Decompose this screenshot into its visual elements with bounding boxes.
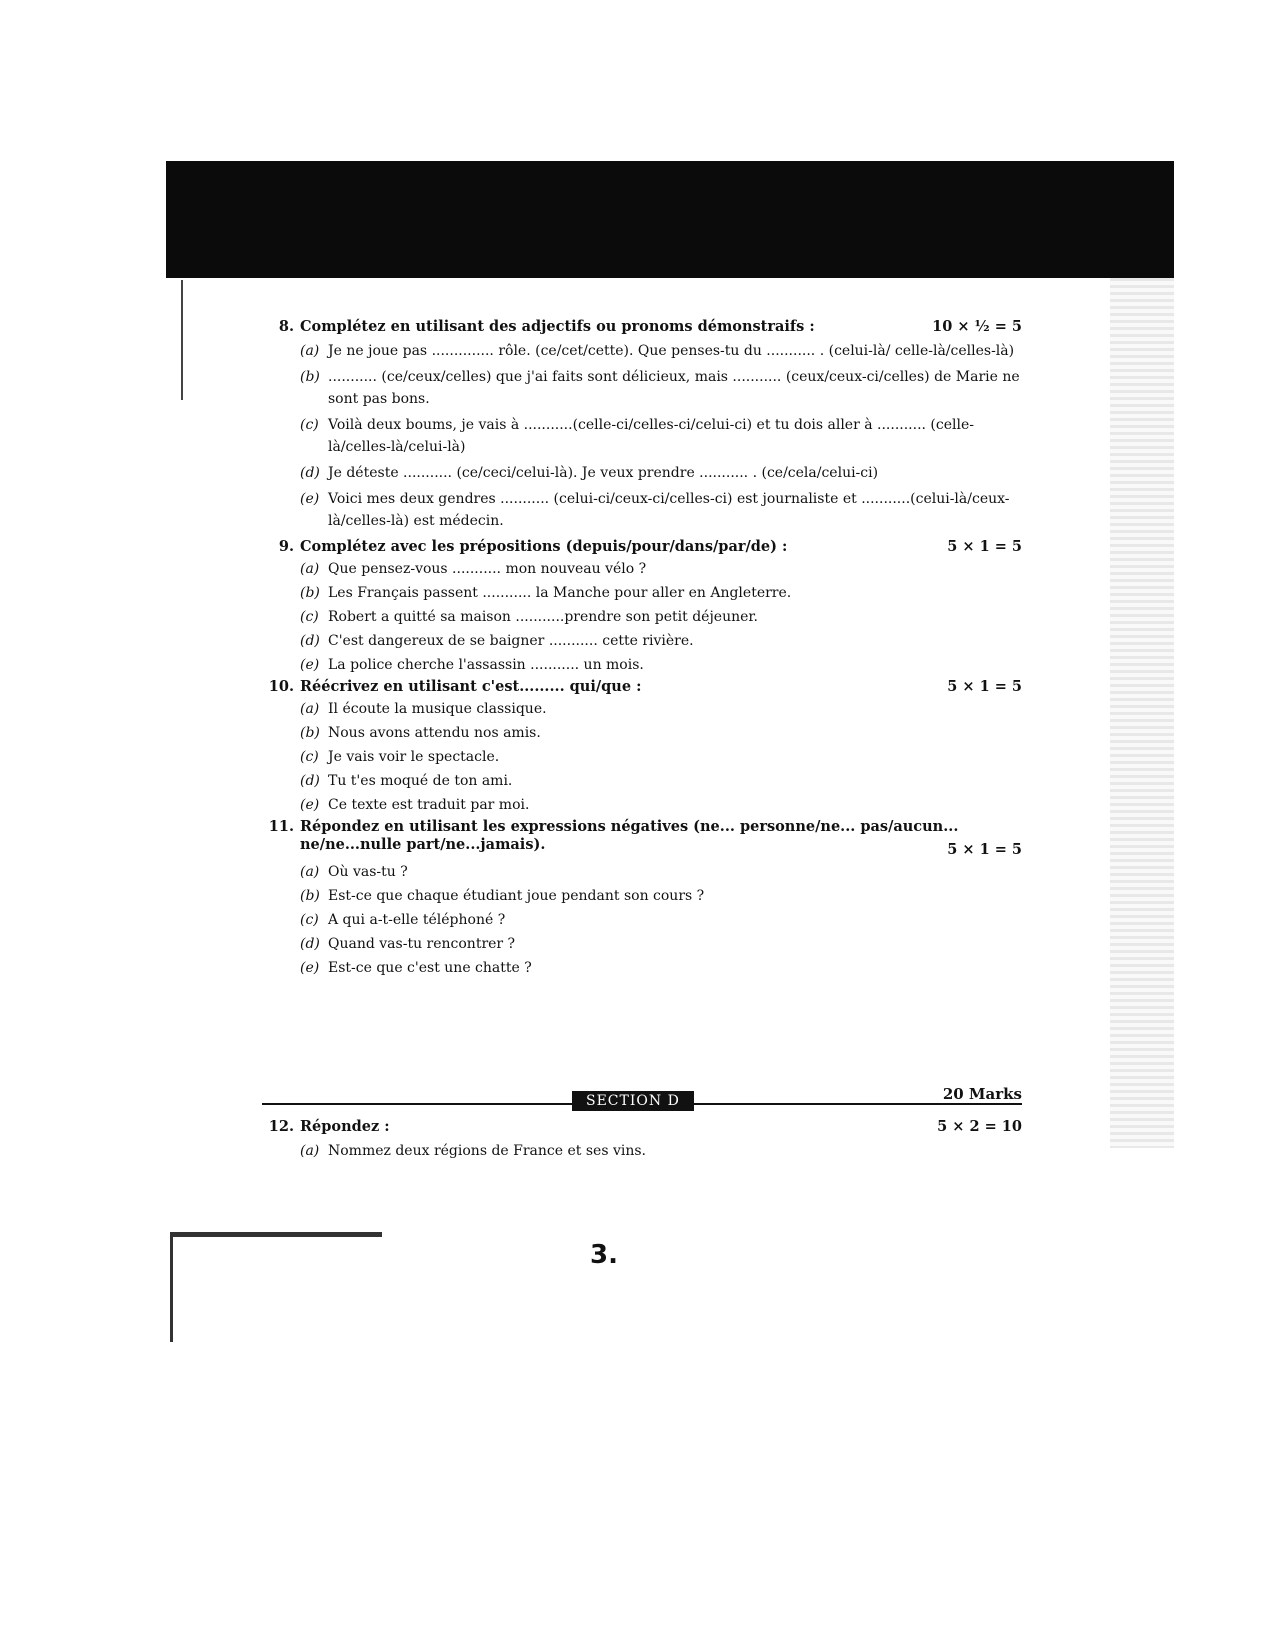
list-item <box>300 488 1022 532</box>
item-text: Nommez deux régions de France et ses vins. <box>328 1143 646 1159</box>
question-11-header <box>262 818 1022 836</box>
list-item <box>300 722 1022 744</box>
page-number: 3. <box>590 1240 618 1270</box>
question-marks: 5 × 2 = 10 <box>937 1118 1022 1135</box>
list-item <box>300 558 1022 580</box>
item-label: (b) <box>300 725 320 741</box>
item-label: (c) <box>300 749 319 765</box>
list-item <box>300 746 1022 768</box>
item-text: Voici mes deux gendres ........... (celui-ci/ceux-ci/celles-ci) est journaliste et ...........(celui-là/ceux-là/celles-là) est médecin. <box>328 491 1010 529</box>
question-number: 12. <box>268 1118 294 1135</box>
section-marks: 20 Marks <box>942 1085 1022 1103</box>
list-item <box>300 933 1022 955</box>
item-text: ........... (ce/ceux/celles) que j'ai faits sont délicieux, mais ........... (ceux/ceux-ci/celles) de Marie ne sont pas bons. <box>328 369 1020 407</box>
list-item <box>300 654 1022 676</box>
questions-block <box>262 318 1022 981</box>
scan-edge-left <box>181 280 183 400</box>
list-item <box>300 582 1022 604</box>
list-item <box>300 414 1022 458</box>
item-label: (c) <box>300 912 319 928</box>
item-label: (e) <box>300 797 320 813</box>
question-11-header-line2 <box>262 836 1022 859</box>
item-label: (e) <box>300 491 320 507</box>
question-10 <box>262 678 1022 816</box>
item-label: (a) <box>300 561 320 577</box>
list-item <box>300 909 1022 931</box>
item-text: Quand vas-tu rencontrer ? <box>328 936 516 952</box>
item-label: (d) <box>300 633 320 649</box>
question-title: Répondez : <box>300 1118 390 1135</box>
item-label: (e) <box>300 960 320 976</box>
item-text: Est-ce que c'est une chatte ? <box>328 960 532 976</box>
item-label: (a) <box>300 343 320 359</box>
list-item <box>300 957 1022 979</box>
item-text: Où vas-tu ? <box>328 864 408 880</box>
item-text: C'est dangereux de se baigner ........... cette rivière. <box>328 633 694 649</box>
item-label: (d) <box>300 936 320 952</box>
item-label: (a) <box>300 1143 320 1159</box>
question-title-continued: ne/ne...nulle part/ne...jamais). <box>300 836 546 853</box>
item-text: Robert a quitté sa maison ...........prendre son petit déjeuner. <box>328 609 758 625</box>
question-8-header <box>262 318 1022 336</box>
item-label: (d) <box>300 773 320 789</box>
item-label: (b) <box>300 585 320 601</box>
item-text: Je ne joue pas .............. rôle. (ce/cet/cette). Que penses-tu du ........... . (celui-là/ celle-là/celles-là) <box>328 343 1015 359</box>
item-text: Je vais voir le spectacle. <box>328 749 500 765</box>
item-label: (e) <box>300 657 320 673</box>
item-text: Je déteste ........... (ce/ceci/celui-là). Je veux prendre ........... . (ce/cela/celui-ci) <box>328 465 879 481</box>
list-item <box>300 630 1022 652</box>
question-title: Réécrivez en utilisant c'est......... qui/que : <box>300 678 642 695</box>
question-number: 8. <box>278 318 294 335</box>
scan-corner-mark-vertical <box>170 1232 173 1342</box>
item-text: Que pensez-vous ........... mon nouveau vélo ? <box>328 561 647 577</box>
section-label: SECTION D <box>572 1091 694 1111</box>
question-marks: 5 × 1 = 5 <box>947 538 1022 555</box>
list-item <box>300 340 1022 362</box>
list-item <box>300 606 1022 628</box>
question-title: Complétez en utilisant des adjectifs ou pronoms démonstraifs : <box>300 318 815 335</box>
item-text: Nous avons attendu nos amis. <box>328 725 541 741</box>
question-10-header <box>262 678 1022 696</box>
item-text: Ce texte est traduit par moi. <box>328 797 530 813</box>
scan-dark-band <box>166 161 1174 278</box>
item-label: (c) <box>300 417 319 433</box>
list-item <box>300 462 1022 484</box>
item-text: Tu t'es moqué de ton ami. <box>328 773 513 789</box>
item-text: Voilà deux boums, je vais à ...........(celle-ci/celles-ci/celui-ci) et tu dois aller à ........... (celle-là/celles-là/celui-là) <box>328 417 974 455</box>
item-label: (b) <box>300 888 320 904</box>
list-item <box>300 794 1022 816</box>
scan-corner-mark <box>172 1232 382 1237</box>
list-item <box>300 366 1022 410</box>
question-8 <box>262 318 1022 532</box>
list-item <box>300 1140 1022 1162</box>
scan-edge-right <box>1110 278 1174 1148</box>
question-9 <box>262 538 1022 676</box>
item-text: Les Français passent ........... la Manche pour aller en Angleterre. <box>328 585 792 601</box>
question-marks: 10 × ½ = 5 <box>932 318 1022 335</box>
question-12-header <box>262 1118 1022 1136</box>
question-12 <box>262 1118 1022 1166</box>
item-text: Il écoute la musique classique. <box>328 701 547 717</box>
question-marks: 5 × 1 = 5 <box>947 841 1022 858</box>
question-marks: 5 × 1 = 5 <box>947 678 1022 695</box>
question-9-header <box>262 538 1022 556</box>
question-11 <box>262 818 1022 979</box>
question-number: 10. <box>268 678 294 695</box>
question-title: Complétez avec les prépositions (depuis/pour/dans/par/de) : <box>300 538 788 555</box>
list-item <box>300 698 1022 720</box>
question-number: 11. <box>268 818 294 835</box>
item-text: A qui a-t-elle téléphoné ? <box>328 912 506 928</box>
list-item <box>300 885 1022 907</box>
item-label: (a) <box>300 864 320 880</box>
item-label: (c) <box>300 609 319 625</box>
question-number: 9. <box>278 538 294 555</box>
item-label: (a) <box>300 701 320 717</box>
list-item <box>300 861 1022 883</box>
section-d-header <box>262 1085 1022 1111</box>
list-item <box>300 770 1022 792</box>
question-title: Répondez en utilisant les expressions négatives (ne... personne/ne... pas/aucun... <box>300 818 959 835</box>
item-text: La police cherche l'assassin ........... un mois. <box>328 657 644 673</box>
item-label: (b) <box>300 369 320 385</box>
item-label: (d) <box>300 465 320 481</box>
item-text: Est-ce que chaque étudiant joue pendant son cours ? <box>328 888 705 904</box>
